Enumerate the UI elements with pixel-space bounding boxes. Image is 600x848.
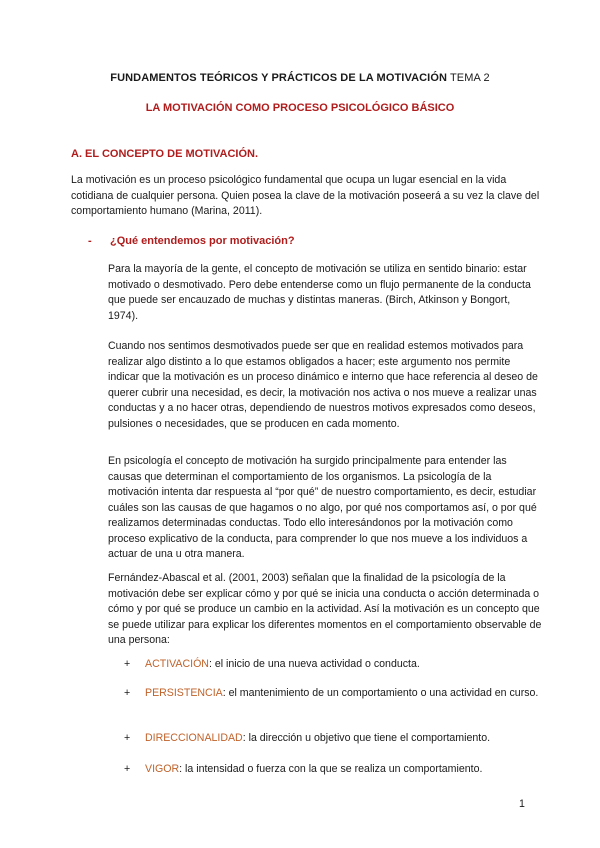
plus-bullet: + [124,763,131,775]
item-keyword: PERSISTENCIA [145,687,223,699]
paragraph-1: Para la mayoría de la gente, el concepto de motivación se utiliza en sentido binario: estar motivado o desmotivado. Pero debe entenderse como un flujo permanente de la conducta que puede ser encauzado de muchas y distintas maneras. (Birch, Atkinson y Bongort, 1974). [108,263,531,322]
question-heading [88,235,295,247]
list-item [124,731,544,747]
document-subtitle: LA MOTIVACIÓN COMO PROCESO PSICOLÓGICO BÁSICO [145,102,455,114]
list-item [124,762,544,778]
list-item [124,657,544,673]
plus-bullet: + [124,732,131,744]
intro-paragraph: La motivación es un proceso psicológico fundamental que ocupa un lugar esencial en la vida cotidiana de cualquier persona. Quien posea la clave de la motivación poseerá a su vez la clave del comportamiento humano (Marina, 2011). [71,174,540,217]
section-title: A. EL CONCEPTO DE MOTIVACIÓN. [71,148,259,160]
item-text: : el mantenimiento de un comportamiento o una actividad en curso. [222,687,539,699]
document-header [0,72,600,84]
plus-bullet: + [124,658,131,670]
header-topic: TEMA 2 [447,72,490,84]
question-text: ¿Qué entendemos por motivación? [110,235,295,247]
item-keyword: DIRECCIONALIDAD [145,732,243,744]
paragraph-4: Fernández-Abascal et al. (2001, 2003) señalan que la finalidad de la psicología de la motivación debe ser explicar cómo y por qué se inicia una conducta o acción determinada o cómo y por qué se produce un cambio en la actividad. Así la motivación es un concepto que se puede utilizar para explicar los diferentes momentos en el comportamiento observable de una persona: [108,572,542,646]
paragraph-2: Cuando nos sentimos desmotivados puede ser que en realidad estemos motivados para realizar algo distinto a lo que estamos obligados a hacer; este argumento nos permite indicar que la motivación es un proceso dinámico e interno que hace referencia al deseo de querer cubrir una necesidad, es decir, la motivación nos activa o nos mueve a realizar unas conductas y a no hacer otras, dependiendo de nuestros motivos expresados como deseos, pulsiones o necesidades, que se producen en cada momento. [108,340,538,430]
plus-bullet: + [124,687,131,699]
paragraph-3: En psicología el concepto de motivación ha surgido principalmente para entender las causas que determinan el comportamiento de los organismos. La psicología de la motivación intenta dar respuesta al “por qué” de nuestro comportamiento, es decir, estudiar cuáles son las causas de que hagamos o no algo, por qué nos comportamos así, o por qué realizamos determinadas conductas. Todo ello interesándonos por la motivación como proceso explicativo de la conducta, para comprender lo que nos mueve a los individuos a actuar de una u otra manera. [108,455,537,560]
list-item [124,686,544,702]
item-keyword: VIGOR [145,763,180,775]
item-text: : la intensidad o fuerza con la que se realiza un comportamiento. [179,763,483,775]
header-title: FUNDAMENTOS TEÓRICOS Y PRÁCTICOS DE LA MOTIVACIÓN [110,72,448,84]
dash-bullet: - [88,235,92,247]
item-text: : el inicio de una nueva actividad o conducta. [208,658,420,670]
item-keyword: ACTIVACIÓN [145,658,209,670]
item-text: : la dirección u objetivo que tiene el comportamiento. [242,732,491,744]
page-number: 1 [519,798,525,810]
